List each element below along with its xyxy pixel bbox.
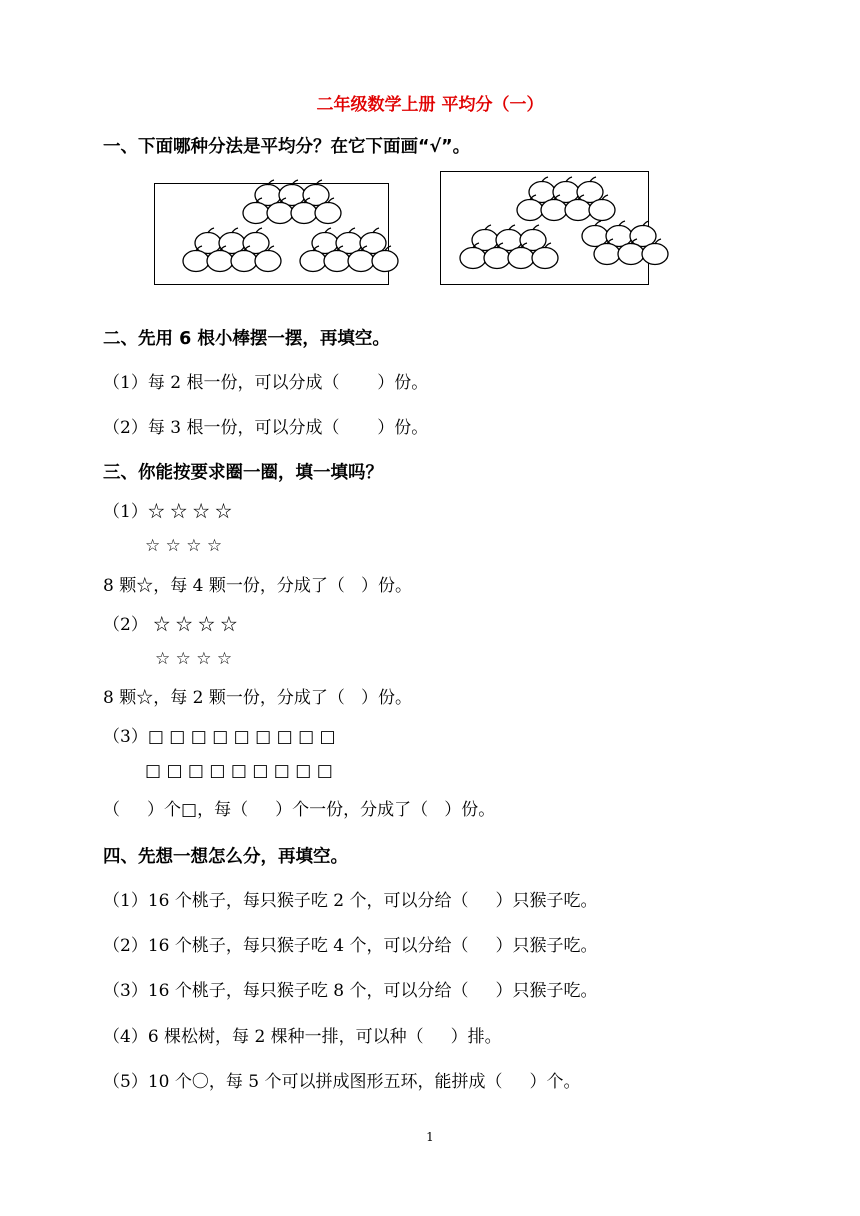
- section3-q1-stars-row2: ☆ ☆ ☆ ☆: [145, 536, 223, 556]
- section3-q2-stars-row2: ☆ ☆ ☆ ☆: [155, 649, 233, 669]
- section2-item-1: （1）每 2 根一份，可以分成（ ）份。: [103, 373, 429, 393]
- section2-heading: 二、先用 6 根小棒摆一摆，再填空。: [103, 329, 390, 349]
- box2-top-apple: [577, 177, 603, 203]
- section4-item-5: （5）10 个〇，每 5 个可以拼成图形五环，能拼成（ ）个。: [103, 1072, 581, 1092]
- section4-item-1: （1）16 个桃子，每只猴子吃 2 个，可以分给（ ）只猴子吃。: [103, 891, 598, 911]
- box1-left-apple: [219, 228, 245, 254]
- section4-item-2: （2）16 个桃子，每只猴子吃 4 个，可以分给（ ）只猴子吃。: [103, 936, 598, 956]
- section3-q1-stars-row1: （1）☆ ☆ ☆ ☆: [103, 502, 233, 522]
- box1-left-apple: [243, 228, 269, 254]
- box2-left-apple: [496, 225, 522, 251]
- section3-q3-squares-row2: □ □ □ □ □ □ □ □ □: [145, 761, 333, 781]
- apple-drawings: [0, 0, 860, 320]
- box1-top-apple: [255, 180, 281, 206]
- section3-q2-text: 8 颗☆，每 2 颗一份，分成了（ ）份。: [103, 688, 413, 708]
- box2-left-apple: [520, 225, 546, 251]
- box1-top-apple: [303, 180, 329, 206]
- section4-item-3: （3）16 个桃子，每只猴子吃 8 个，可以分给（ ）只猴子吃。: [103, 981, 598, 1001]
- box1-left-apple: [195, 228, 221, 254]
- page-number: 1: [426, 1130, 434, 1144]
- section4-heading: 四、先想一想怎么分，再填空。: [103, 847, 348, 867]
- section3-q3-text: （ ）个□，每（ ）个一份，分成了（ ）份。: [103, 800, 496, 820]
- section2-item-2: （2）每 3 根一份，可以分成（ ）份。: [103, 418, 429, 438]
- section3-q1-text: 8 颗☆，每 4 颗一份，分成了（ ）份。: [103, 576, 413, 596]
- box1-top-apple: [279, 180, 305, 206]
- box1-right-apple: [336, 228, 362, 254]
- section4-item-4: （4）6 棵松树，每 2 棵种一排，可以种（ ）排。: [103, 1027, 502, 1047]
- box2-right-apple: [582, 221, 608, 247]
- box2-right-apple: [630, 221, 656, 247]
- box2-left-apple: [472, 225, 498, 251]
- page-title: 二年级数学上册 平均分（一）: [316, 95, 544, 115]
- box1-right-apple: [312, 228, 338, 254]
- section3-q2-stars-row1: （2） ☆ ☆ ☆ ☆: [103, 615, 238, 635]
- box2-right-apple: [606, 221, 632, 247]
- box1-right-apple: [360, 228, 386, 254]
- box2-top-apple: [553, 177, 579, 203]
- section1-heading: 一、下面哪种分法是平均分？在它下面画“√”。: [103, 137, 471, 157]
- section3-q3-squares-row1: （3）□ □ □ □ □ □ □ □ □: [103, 727, 336, 747]
- section3-heading: 三、你能按要求圈一圈，填一填吗？: [103, 463, 383, 483]
- box2-top-apple: [529, 177, 555, 203]
